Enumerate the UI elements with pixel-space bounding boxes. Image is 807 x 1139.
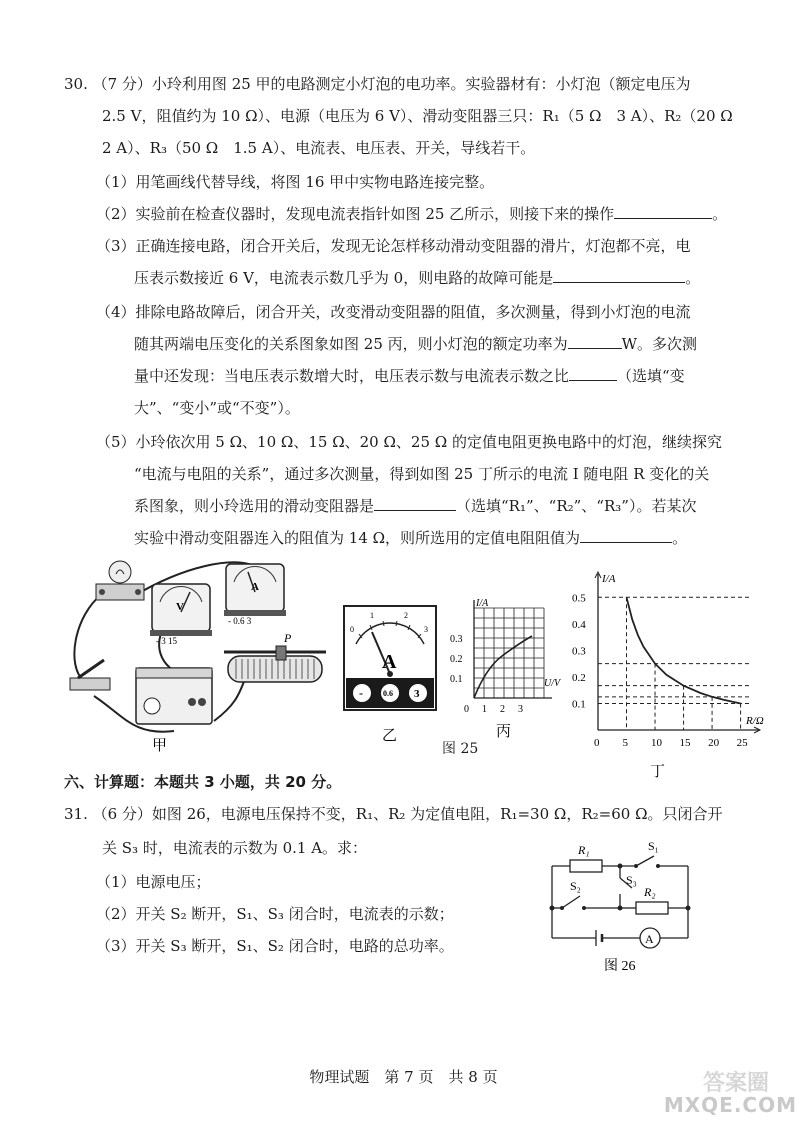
ding-x-axis-label: R/Ω xyxy=(746,715,764,727)
fig25-caption: 图 25 xyxy=(442,741,479,757)
q30-part-4b-tail: W。多次测 xyxy=(621,335,698,353)
ding-y-tick-label: 0.3 xyxy=(572,645,586,658)
bing-x-tick-3: 3 xyxy=(518,704,523,715)
q31-line-1: 31. （6 分）如图 26，电源电压保持不变，R₁、R₂ 为定值电阻，R₁=30 Ω，R₂=60 Ω。只闭合开 xyxy=(64,805,723,823)
fig25-bing-graph xyxy=(444,596,564,746)
yi-scale-0: 0 xyxy=(350,625,354,634)
answer-blank[interactable] xyxy=(553,268,685,283)
yi-term-3: 3 xyxy=(414,688,420,700)
answer-blank[interactable] xyxy=(569,366,617,381)
bing-x-tick-2: 2 xyxy=(500,704,505,715)
yi-term-06: 0.6 xyxy=(383,689,393,698)
yi-scale-2: 2 xyxy=(404,611,408,620)
q30-part-5c xyxy=(134,496,696,516)
q30-line-3: 2 A）、R₃（50 Ω 1.5 A）、电流表、电压表、开关，导线若干。 xyxy=(102,139,536,157)
rheostat-slider-label: P xyxy=(284,631,292,645)
q30-part-4b xyxy=(134,334,697,354)
q30-part-5d: 实验中滑动变阻器连入的阻值为 14 Ω，则所选用的定值电阻阻值为 。 xyxy=(134,529,688,547)
ding-y-axis-label: I/A xyxy=(602,573,616,585)
voltmeter-terminals: - 3 15 xyxy=(156,636,177,646)
bing-y-tick-03: 0.3 xyxy=(450,634,463,645)
bing-xlabel: U/V xyxy=(544,678,561,689)
bing-y-tick-01: 0.1 xyxy=(450,674,463,685)
q31-sub-2: （2）开关 S₂ 断开，S₁、S₃ 闭合时，电流表的示数； xyxy=(96,905,454,923)
fig25-jia-label: 甲 xyxy=(152,738,168,754)
ding-y-tick-label: 0.1 xyxy=(572,698,586,711)
q30-part-1: （1）用笔画线代替导线，将图 16 甲中实物电路连接完整。 xyxy=(96,173,495,191)
ding-x-tick-label: 10 xyxy=(651,737,663,749)
fig26-circuit xyxy=(540,838,700,978)
bing-x-tick-0: 0 xyxy=(464,704,469,715)
q31-sub-3: （3）开关 S₃ 断开，S₁、S₂ 闭合时，电路的总功率。 xyxy=(96,937,454,955)
q30-part-4c-tail: （选填“变 xyxy=(617,367,685,385)
q30-part-4c-text: 量中还发现：当电压表示数增大时，电压表示数与电流表示数之比 xyxy=(134,367,570,385)
watermark-logo-text: 答案圈 xyxy=(702,1071,769,1096)
ding-x-tick-label: 25 xyxy=(736,737,748,749)
watermark-url: MXQE.COM xyxy=(663,1093,797,1117)
ammeter-label: A xyxy=(251,581,259,593)
yi-meter-letter: A xyxy=(382,651,397,673)
yi-term-minus: - xyxy=(359,686,363,700)
answer-blank[interactable] xyxy=(374,496,456,511)
fig26-s1-label: S₁ xyxy=(648,839,659,853)
fig25-jia-apparatus xyxy=(64,556,332,754)
answer-blank[interactable] xyxy=(580,528,672,543)
fig25-bing-label: 丙 xyxy=(496,724,512,740)
answer-blank[interactable] xyxy=(614,204,712,219)
q30-part-5c-tail: （选填“R₁”、“R₂”、“R₃”）。若某次 xyxy=(456,497,697,515)
q30-line-2: 2.5 V，阻值约为 10 Ω）、电源（电压为 6 V）、滑动变阻器三只：R₁（5 Ω 3 A）、R₂（20 Ω xyxy=(102,107,733,125)
bing-x-tick-1: 1 xyxy=(482,704,487,715)
fig25-ding-chart xyxy=(566,570,766,782)
page-footer: 物理试题 第 7 页 共 8 页 xyxy=(309,1068,498,1086)
ding-y-tick-label: 0.5 xyxy=(572,592,586,605)
ding-x-tick-label: 20 xyxy=(708,737,720,749)
yi-scale-3: 3 xyxy=(424,625,428,634)
q30-line-1: 30. （7 分）小玲利用图 25 甲的电路测定小灯泡的电功率。实验器材有：小灯泡（额定电压为 xyxy=(64,75,691,93)
answer-blank[interactable] xyxy=(568,334,622,349)
q30-part-4b-text: 随其两端电压变化的关系图象如图 25 丙，则小灯泡的额定功率为 xyxy=(134,335,568,353)
q30-part-3b-text: 压表示数接近 6 V，电流表示数几乎为 0，则电路的故障可能是 xyxy=(134,269,554,287)
q30-part-4c xyxy=(134,366,685,386)
ding-y-tick-label: 0.4 xyxy=(572,618,586,631)
section-6-heading: 六、计算题：本题共 3 小题，共 20 分。 xyxy=(64,773,342,791)
fig25-ding-label: 丁 xyxy=(650,764,666,780)
fig25-yi-ammeter xyxy=(342,604,438,750)
q30-part-4a: （4）排除电路故障后，闭合开关，改变滑动变阻器的阻值，多次测量，得到小灯泡的电流 xyxy=(96,303,691,321)
voltmeter-label: V xyxy=(176,601,184,613)
q30-part-3a: （3）正确连接电路，闭合开关后，发现无论怎样移动滑动变阻器的滑片，灯泡都不亮，电 xyxy=(96,237,691,255)
fig26-r2-label: R₂ xyxy=(644,885,656,899)
ding-x-tick-label: 0 xyxy=(594,737,600,749)
bing-y-tick-02: 0.2 xyxy=(450,654,463,665)
ding-x-tick-label: 15 xyxy=(679,737,691,749)
fig26-r1-label: R₁ xyxy=(578,843,590,857)
fig26-s2-label: S₂ xyxy=(570,879,581,893)
yi-scale-1: 1 xyxy=(370,611,374,620)
ammeter-terminals: - 0.6 3 xyxy=(228,616,252,626)
q30-part-5d-text: 实验中滑动变阻器连入的阻值为 14 Ω，则所选用的定值电阻阻值为 xyxy=(134,529,581,547)
q30-part-5c-text: 系图象，则小玲选用的滑动变阻器是 xyxy=(134,497,375,515)
q30-part-5b: “电流与电阻的关系”，通过多次测量，得到如图 25 丁所示的电流 I 随电阻 R 变化的关 xyxy=(134,465,710,483)
q30-part-2-text: （2）实验前在检查仪器时，发现电流表指针如图 25 乙所示，则接下来的操作 xyxy=(96,205,615,223)
q30-part-5a: （5）小玲依次用 5 Ω、10 Ω、15 Ω、20 Ω、25 Ω 的定值电阻更换电路中的灯泡，继续探究 xyxy=(96,433,722,451)
q31-sub-1: （1）电源电压； xyxy=(96,873,211,891)
ding-y-tick-label: 0.2 xyxy=(572,671,586,684)
fig25-yi-label: 乙 xyxy=(382,728,398,744)
ding-x-tick-label: 5 xyxy=(622,737,629,749)
q30-part-4d: 大”、“变小”或“不变”）。 xyxy=(134,399,300,417)
bing-ylabel: I/A xyxy=(476,598,489,609)
q31-line-2: 关 S₃ 时，电流表的示数为 0.1 A。求： xyxy=(102,839,368,857)
q30-part-3b: 压表示数接近 6 V，电流表示数几乎为 0，则电路的故障可能是 。 xyxy=(134,269,701,287)
fig26-ammeter-label: A xyxy=(645,932,654,946)
fig26-s3-label: S₃ xyxy=(626,873,637,887)
q30-part-2: （2）实验前在检查仪器时，发现电流表指针如图 25 乙所示，则接下来的操作 。 xyxy=(96,205,728,223)
fig26-caption: 图 26 xyxy=(604,959,636,974)
